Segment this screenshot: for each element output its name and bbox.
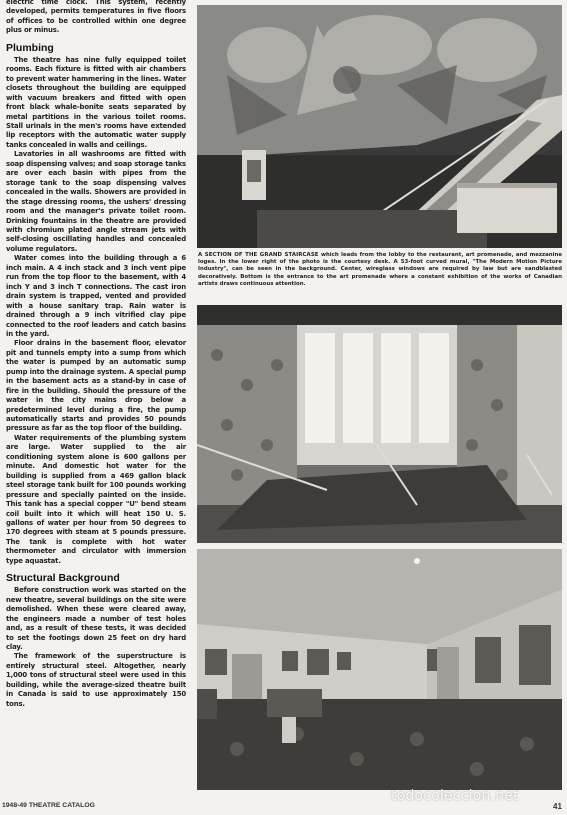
art-promenade-photo	[197, 549, 562, 790]
left-text-column	[6, 0, 186, 709]
watermark: todocoleccion.net	[391, 788, 519, 804]
grand-staircase-mural-photo	[197, 5, 562, 248]
photo-caption	[198, 252, 562, 288]
catalog-footer: 1948-49 THEATRE CATALOG	[2, 802, 95, 809]
plumbing-paragraph: Floor drains in the basement floor, elevator pit and tunnels empty into a sump from which the water is pumped by an automatic sump pump into the drainage system. A special pump in the basement acts as a stand-by in case of fire in the building. Should the pressure of the water in the city mains drop below a predetermined level during a fire, the pump automatically starts and provides 50 pounds pressure as far as the top floor of the building.	[6, 339, 186, 433]
plumbing-heading: Plumbing	[6, 41, 54, 54]
plumbing-paragraph: Water requirements of the plumbing system are large. Water supplied to the air conditioning system alone is 600 gallons per minute. And domestic hot water for the building is supplied from a 469 gallon black steel storage tank built for 100 pounds working pressure and specially painted on the inside. This tank has a special copper "U" bend steam coil built into it which will heat 150 U. S. gallons of water per hour from 50 degrees to 170 degrees with steam at 5 pounds pressure. The tank is complete with hot water thermometer and circulator with immersion type aquastat.	[6, 433, 186, 565]
page-number: 41	[553, 802, 562, 811]
structural-heading: Structural Background	[6, 572, 120, 585]
intro-paragraph: electric time clock. This system, recently developed, permits temperatures in five floors of offices to be controlled within one degree plus or minus.	[6, 0, 186, 35]
caption-text: which leads from the lobby to the restaurant, art promenade, and mezzanine loges. In the lower right of the photo is the courtesy desk. A 53-foot curved mural, "The Modern Motion Picture Industry", can be seen in the background. Center, wireglass windows are required by law but are sandblasted decoratively. Bottom is the entrance to the art promenade where a constant exhibition of the works of Canadian artists draws continuous attention.	[198, 252, 562, 287]
structural-paragraph: The framework of the superstructure is entirely structural steel. Altogether, nearly 1,000 tons of structural steel were used in this building, while the average-sized theatre built in Canada is said to use approximately 150 tons.	[6, 652, 186, 708]
wireglass-windows-photo	[197, 305, 562, 543]
caption-lead: A SECTION OF THE GRAND STAIRCASE	[198, 252, 319, 258]
plumbing-paragraph: The theatre has nine fully equipped toilet rooms. Each fixture is fitted with air chambers to prevent water hammering in the lines. Water closets throughout the building are equipped with vacuum breakers and fitted with open front black whale-bonite seats separated by metal partitions in the various toilet rooms. Stall urinals in the men's rooms have extended lip receptors with the automatic water supply tanks concealed in walls and ceilings.	[6, 55, 186, 149]
plumbing-paragraph: Lavatories in all washrooms are fitted with soap dispensing valves; and soap storage tanks are over each basin with pipes from the storage tank to the soap dispensing valves concealed in the walls. Showers are provided in the stage dressing rooms, the ushers' dressing room and the manager's private toilet room. Drinking fountains in the theatre are provided with chromium plated angle stream jets with self-closing oscillating handles and concealed volume regulators.	[6, 150, 186, 253]
plumbing-paragraph: Water comes into the building through a 6 inch main. A 4 inch stack and 3 inch vent pipe run from the top floor to the basement, with 4 inch Y and 3 inch T connections. The cast iron drain system is trapped, vented and provided with a house sanitary trap. Rain water is drained through a 9 inch vitrified clay pipe connected to the roof leaders and catch basins in the yard.	[6, 254, 186, 338]
structural-paragraph: Before construction work was started on the new theatre, several buildings on the site were demolished. When these were cleared away, the engineers made a number of test holes and, as a result of these tests, it was decided to set the footings down 25 feet on dry hard clay.	[6, 586, 186, 651]
